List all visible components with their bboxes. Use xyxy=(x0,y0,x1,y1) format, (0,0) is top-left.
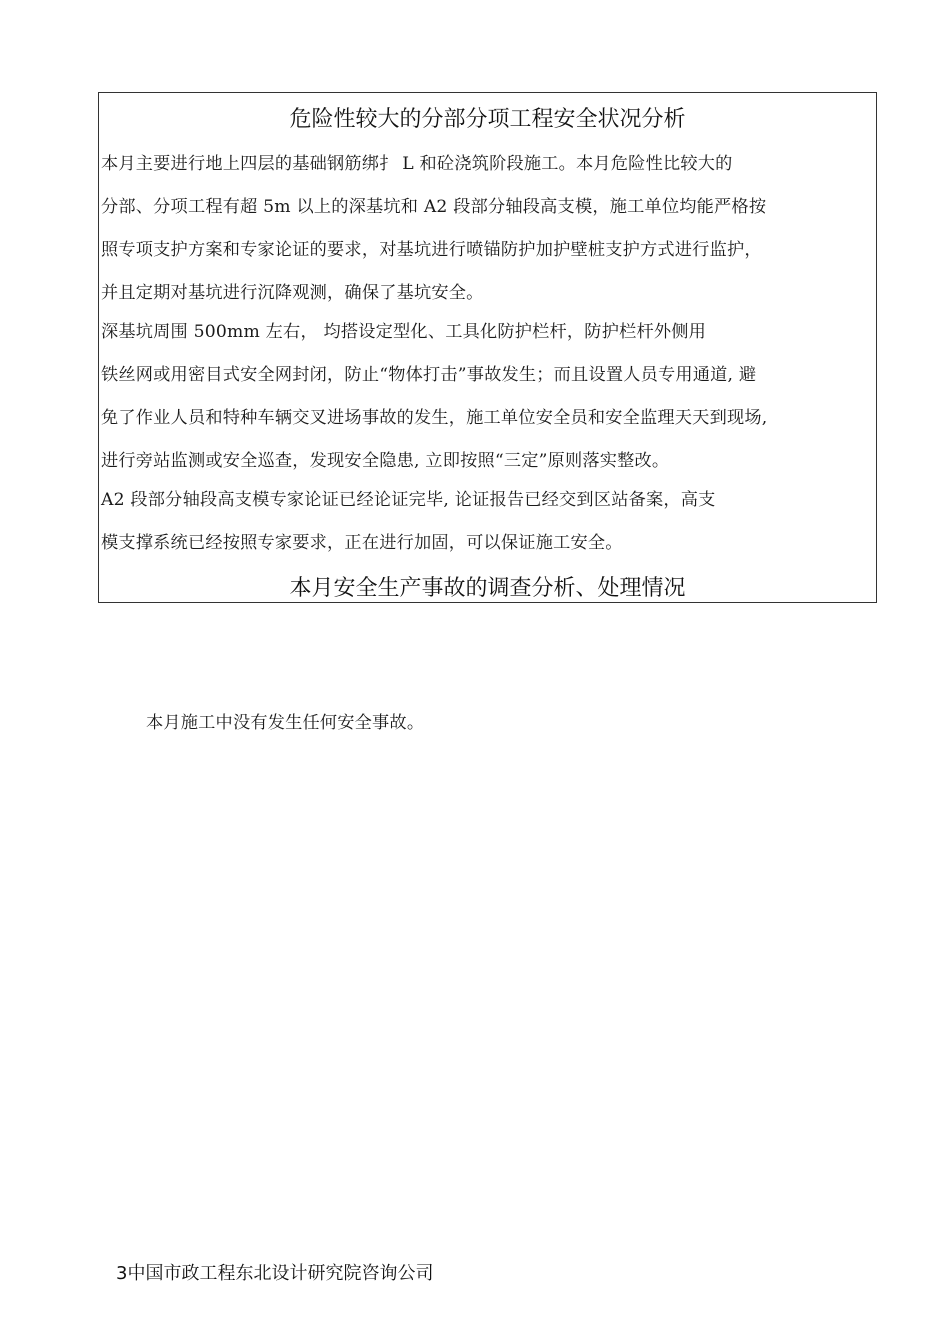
text-line: A2 段部分轴段高支模专家论证已经论证完毕, 论证报告已经交到区站备案，高支 xyxy=(101,490,716,510)
page-number: 3 xyxy=(116,1263,128,1284)
section-title-accident-investigation: 本月安全生产事故的调查分析、处理情况 xyxy=(289,576,686,601)
border-tick-mark xyxy=(876,299,877,306)
text-line: 分部、分项工程有超 5m 以上的深基坑和 A2 段部分轴段高支模，施工单位均能严格按 xyxy=(101,197,767,217)
text-line: 并且定期对基坑进行沉降观测，确保了基坑安全。 xyxy=(101,283,484,303)
text-line: 免了作业人员和特种车辆交叉进场事故的发生，施工单位安全员和安全监理天天到现场, xyxy=(101,408,768,428)
analysis-table xyxy=(98,92,877,603)
paragraph-construction-progress xyxy=(101,143,881,315)
company-name: 中国市政工程东北设计研究院咨询公司 xyxy=(127,1263,434,1284)
accident-statement: 本月施工中没有发生任何安全事故。 xyxy=(146,713,425,733)
border-tick-mark xyxy=(876,558,877,565)
text-line: 本月主要进行地上四层的基础钢筋绑扌 L 和砼浇筑阶段施工。本月危险性比较大的 xyxy=(101,154,733,174)
section-title-hazard-analysis: 危险性较大的分部分项工程安全状况分析 xyxy=(289,107,686,132)
text-line: 深基坑周围 500mm 左右， 均搭设定型化、工具化防护栏杆，防护栏杆外侧用 xyxy=(101,322,707,342)
paragraph-formwork-review xyxy=(101,479,881,565)
paragraph-pit-protection xyxy=(101,311,881,483)
page-footer xyxy=(116,1259,433,1285)
border-tick-mark xyxy=(876,131,877,138)
text-line: 进行旁站监测或安全巡查，发现安全隐患, 立即按照“三定”原则落实整改。 xyxy=(101,451,670,471)
text-line: 模支撑系统已经按照专家要求，正在进行加固，可以保证施工安全。 xyxy=(101,533,623,553)
text-line: 铁丝网或用密目式安全网封闭，防止“物体打击”事故发生；而且设置人员专用通道, 避 xyxy=(101,365,757,385)
text-line: 照专项支护方案和专家论证的要求，对基坑进行喷锚防护加护壁桩支护方式进行监护， xyxy=(101,240,762,260)
